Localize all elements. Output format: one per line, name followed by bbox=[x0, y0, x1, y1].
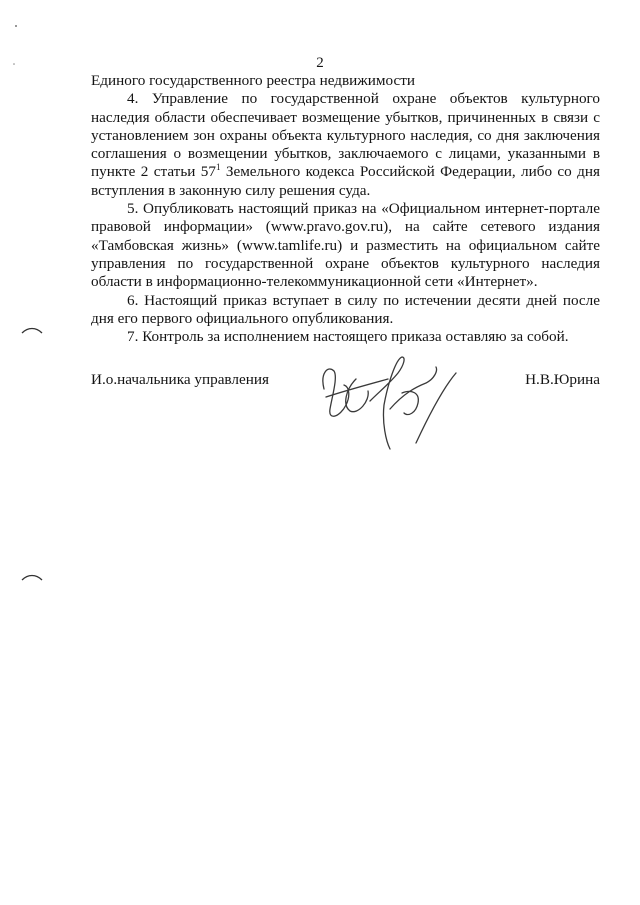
document-body bbox=[91, 72, 600, 346]
signer-name: Н.В.Юрина bbox=[525, 371, 600, 388]
paragraph-4 bbox=[91, 90, 600, 200]
binder-hole-mark bbox=[20, 573, 46, 583]
scan-speck bbox=[14, 24, 20, 28]
article-superscript: 1 bbox=[215, 162, 221, 173]
handwritten-signature bbox=[318, 343, 468, 455]
paragraph-5: 5. Опубликовать настоящий приказ на «Официальном интернет-портале правовой информации» (www.pravo.gov.ru), на сайте сетевого издания «Тамбовская жизнь» (www.tamlife.ru) и разместить на официальном сайте управления по государственной охране объектов культурного наследия области в информационно-телекоммуникационной сети «Интернет». bbox=[91, 200, 600, 291]
paragraph-4-text-b: Земельного кодекса Российской Федерации, либо со дня вступления в законную силу решения суда. bbox=[91, 163, 600, 199]
page-number: 2 bbox=[316, 55, 324, 71]
paragraph-6: 6. Настоящий приказ вступает в силу по истечении десяти дней после дня его первого официального опубликования. bbox=[91, 291, 600, 327]
scan-speck bbox=[12, 62, 18, 66]
paragraph-4-text-a: 4. Управление по государственной охране объектов культурного наследия области обеспечивает возмещение убытков, причиненных в связи с установлением зон охраны объекта культурного наследия, со дня заключения соглашения о возмещении убытков, заключаемого с лицами, указанными в пункте 2 статьи 57 bbox=[91, 90, 600, 181]
binder-hole-mark bbox=[20, 326, 46, 336]
paragraph-continuation: Единого государственного реестра недвижимости bbox=[91, 72, 416, 89]
paragraph-7: 7. Контроль за исполнением настоящего приказа оставляю за собой. bbox=[127, 328, 569, 346]
signer-title: И.о.начальника управления bbox=[91, 371, 269, 388]
